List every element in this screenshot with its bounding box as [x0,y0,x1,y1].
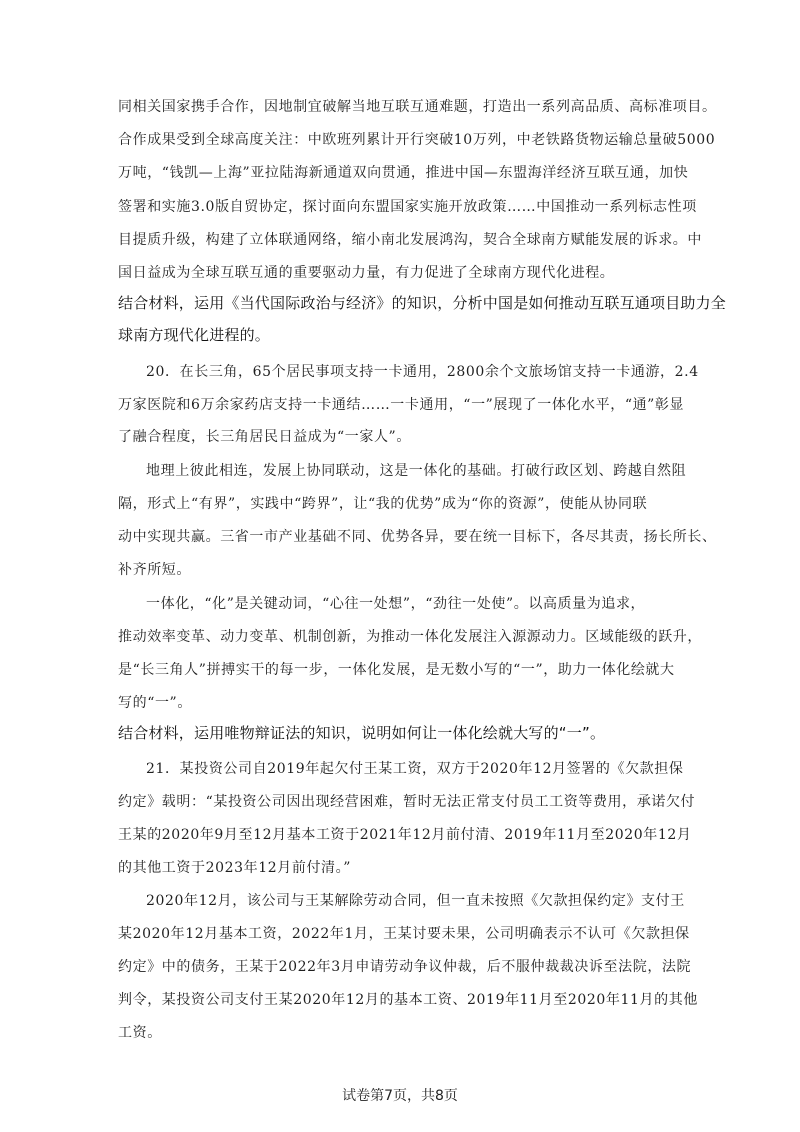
text-line: 一体化，“化”是关键动词，“心往一处想”，“劲往一处使”。以高质量为追求， [146,596,646,612]
text-line: 王某的2020年9月至12月基本工资于2021年12月前付清、2019年11月至2020年12月 [118,827,692,843]
text-line: 补齐所短。 [118,562,191,578]
text-line: 动中实现共赢。三省一市产业基础不同、优势各异，要在统一目标下，各尽其责，扬长所长、 [118,529,717,545]
text-line: 工资。 [118,1025,162,1041]
text-line: 目提质升级，构建了立体联通网络，缩小南北发展鸿沟，契合全球南方赋能发展的诉求。中 [118,232,702,248]
text-line: 签署和实施3.0版自贸协定，探讨面向东盟国家实施开放政策……中国推动一系列标志性项 [118,199,697,215]
prompt-line: 结合材料，运用《当代国际政治与经济》的知识，分析中国是如何推动互联互通项目助力全 [118,294,727,312]
text-line: 21．某投资公司自2019年起欠付王某工资，双方于2020年12月签署的《欠款担保 [146,761,684,777]
question-20-prompt: 结合材料，运用唯物辩证法的知识，说明如何让一体化绘就大写的“一”。 [118,724,606,742]
text-line: 某2020年12月基本工资，2022年1月，王某讨要未果，公司明确表示不认可《欠款担保 [118,926,690,942]
text-line: 合作成果受到全球高度关注：中欧班列累计开行突破10万列，中老铁路货物运输总量破5000 [118,132,716,148]
text-line: 判令，某投资公司支付王某2020年12月的基本工资、2019年11月至2020年11月的其他 [118,992,698,1008]
text-line: 20．在长三角，65个居民事项支持一卡通用，2800余个文旅场馆支持一卡通游，2.4 [146,364,699,380]
text-line: 隔，形式上“有界”，实践中“跨界”，让“我的优势”成为“你的资源”，使能从协同联 [118,496,648,512]
text-line: 国日益成为全球互联互通的重要驱动力量，有力促进了全球南方现代化进程。 [118,265,615,281]
text-line: 的其他工资于2023年12月前付清。” [118,860,351,876]
text-line: 地理上彼此相连，发展上协同联动，这是一体化的基础。打破行政区划、跨越自然阻 [146,463,687,479]
text-line: 是“长三角人”拼搏实干的每一步，一体化发展，是无数小写的“一”，助力一体化绘就大 [118,662,675,678]
text-line: 推动效率变革、动力变革、机制创新，为推动一体化发展注入源源动力。区域能级的跃升， [118,629,702,645]
text-line: 写的“一”。 [118,695,192,711]
text-line: 万吨，“钱凯—上海”亚拉陆海新通道双向贯通，推进中国—东盟海洋经济互联互通，加快 [118,165,689,181]
text-line: 2020年12月，该公司与王某解除劳动合同，但一直未按照《欠款担保约定》支付王 [146,893,685,909]
text-line: 万家医院和6万余家药店支持一卡通结……一卡通用，“一”展现了一体化水平，“通”彰显 [118,397,685,413]
text-line: 了融合程度，长三角居民日益成为“一家人”。 [118,429,411,445]
text-line: 同相关国家携手合作，因地制宜破解当地互联互通难题，打造出一系列高品质、高标准项目。 [118,99,717,115]
text-line: 约定》中的债务，王某于2022年3月申请劳动争议仲裁，后不服仲裁裁决诉至法院，法院 [118,959,692,975]
text-line: 约定》载明：“某投资公司因出现经营困难，暂时无法正常支付员工工资等费用，承诺欠付 [118,794,696,810]
prompt-line: 球南方现代化进程的。 [118,326,271,344]
page-footer: 试卷第7页，共8页 [342,1088,458,1104]
